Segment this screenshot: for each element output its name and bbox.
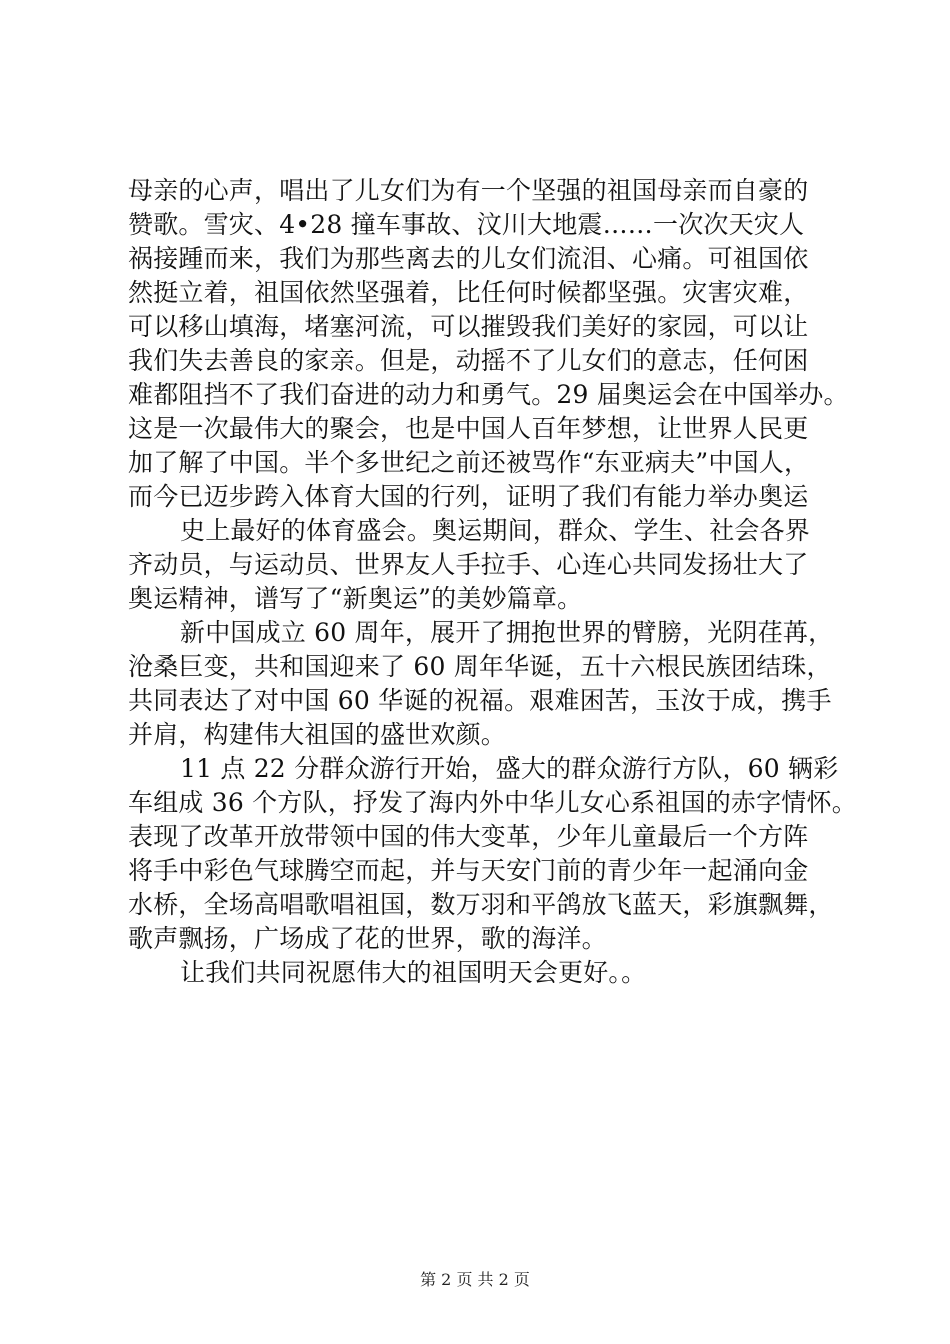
text-line-3: 祸接踵而来，我们为那些离去的儿女们流泪、心痛。可祖国依: [128, 244, 809, 273]
text-line-6: 我们失去善良的家亲。但是，动摇不了儿女们的意志，任何困: [128, 346, 809, 375]
text-line-10: 而今已迈步跨入体育大国的行列，证明了我们有能力举办奥运: [128, 482, 809, 511]
text-line-23: 歌声飘扬，广场成了花的世界，歌的海洋。: [128, 924, 607, 953]
text-line-4: 然挺立着，祖国依然坚强着，比任何时候都坚强。灾害灾难，: [128, 278, 809, 307]
text-line-5: 可以移山填海，堵塞河流，可以摧毁我们美好的家园，可以让: [128, 312, 809, 341]
text-line-24: 让我们共同祝愿伟大的祖国明天会更好。。: [180, 958, 647, 987]
text-line-15: 沧桑巨变，共和国迎来了 60 周年华诞，五十六根民族团结珠，: [128, 652, 832, 681]
text-line-16: 共同表达了对中国 60 华诞的祝福。艰难困苦，玉汝于成，携手: [128, 686, 832, 715]
text-line-17: 并肩，构建伟大祖国的盛世欢颜。: [128, 720, 507, 749]
text-line-14: 新中国成立 60 周年，展开了拥抱世界的臂膀，光阴荏苒，: [180, 618, 834, 647]
text-line-19: 车组成 36 个方队，抒发了海内外中华儿女心系祖国的赤字情怀。: [128, 788, 857, 817]
text-line-18: 11 点 22 分群众游行开始，盛大的群众游行方队，60 辆彩: [180, 754, 839, 783]
text-line-21: 将手中彩色气球腾空而起，并与天安门前的青少年一起涌向金: [128, 856, 809, 885]
text-line-11: 史上最好的体育盛会。奥运期间，群众、学生、社会各界: [180, 516, 811, 545]
text-line-1: 母亲的心声，唱出了儿女们为有一个坚强的祖国母亲而自豪的: [128, 176, 809, 205]
page-number-label: 第 2 页 共 2 页: [420, 1270, 530, 1289]
page-footer: [0, 1269, 950, 1291]
text-line-2: 赞歌。雪灾、4•28 撞车事故、汶川大地震……一次次天灾人: [128, 210, 805, 239]
text-line-20: 表现了改革开放带领中国的伟大变革，少年儿童最后一个方阵: [128, 822, 809, 851]
text-line-22: 水桥，全场高唱歌唱祖国，数万羽和平鸽放飞蓝天，彩旗飘舞，: [128, 890, 834, 919]
text-line-13: 奥运精神，谱写了“新奥运”的美妙篇章。: [128, 584, 583, 613]
text-line-12: 齐动员，与运动员、世界友人手拉手、心连心共同发扬壮大了: [128, 550, 809, 579]
text-line-7: 难都阻挡不了我们奋进的动力和勇气。29 届奥运会在中国举办。: [128, 380, 849, 409]
text-line-9: 加了解了中国。半个多世纪之前还被骂作“东亚病夫”中国人，: [128, 448, 810, 477]
text-line-8: 这是一次最伟大的聚会，也是中国人百年梦想，让世界人民更: [128, 414, 809, 443]
document-body: [128, 174, 857, 990]
